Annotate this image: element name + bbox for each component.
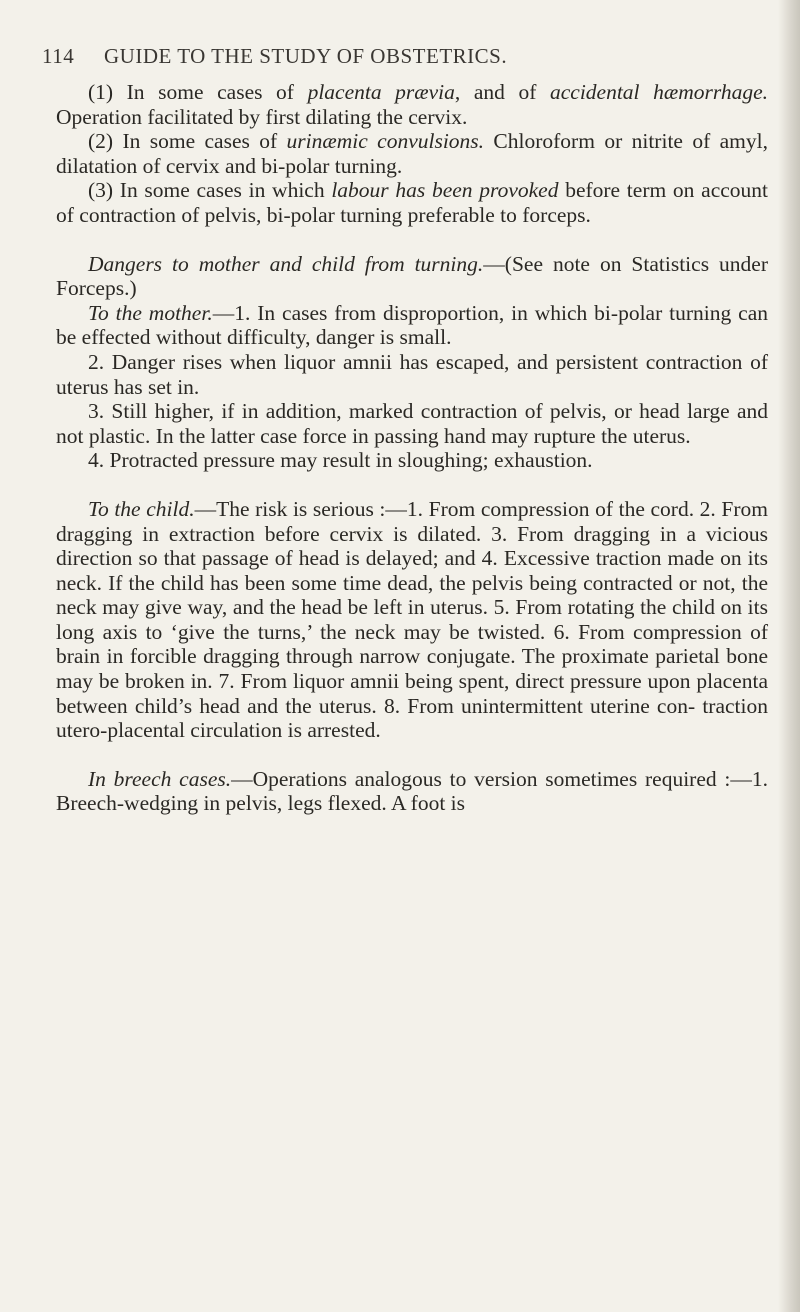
paragraph-p8 — [56, 448, 768, 473]
text-run: 3. Still higher, if in addition, marked contraction of pelvis, or head large and not plastic. In the latter case force in passing hand may rupture the uterus. — [56, 399, 768, 448]
italic-text: To the mother. — [88, 300, 213, 325]
text-run: Operation facilitated by first dilating the cervix. — [56, 104, 468, 129]
paragraph-p9 — [56, 497, 768, 743]
text-run: —1. In cases from disproportion, in which bi-polar turning can be effected without difficulty, danger is small. — [56, 300, 768, 350]
italic-text: accidental hæmorrhage. — [549, 80, 768, 104]
body-text — [56, 80, 768, 816]
italic-text: urinæmic convulsions. — [286, 129, 485, 154]
text-run: , and of — [454, 80, 550, 104]
italic-text: In breech cases. — [88, 766, 232, 791]
running-head — [42, 44, 768, 80]
paragraph-gap — [56, 473, 768, 497]
page-edge-shadow — [778, 0, 800, 1312]
text-run: —The risk is serious :—1. From compression of the cord. 2. From dragging in extraction before cervix is dilated. 3. From dragging in a vicious direction so that passage of head is delayed; and 4. Excessive traction made on its neck. If the child has been some time dead, the pelvis being contracted or not, the neck may give way, and the head be left in uterus. 5. From rotating the child on its long axis to ‘give the turns,’ the neck may be twisted. 6. From compression of brain in forcible dragging through narrow conjugate. The proximate parietal bone may be broken in. 7. From liquor amnii being spent, direct pressure upon placenta between child’s head and the uterus. 8. From unintermittent uterine con- traction utero-placental circulation is arrested. — [56, 496, 768, 743]
paragraph-p10 — [56, 767, 768, 816]
paragraph-p5 — [56, 301, 768, 350]
text-run: (2) In some cases of — [88, 129, 287, 154]
italic-text: labour has been provoked — [331, 178, 559, 203]
italic-text: To the child. — [88, 496, 195, 521]
italic-text: Dangers to mother and child from turning. — [88, 251, 484, 276]
text-run: (3) In some cases in which — [88, 178, 332, 203]
text-run: 2. Danger rises when liquor amnii has escaped, and persistent contraction of uterus has set in. — [56, 349, 768, 399]
paragraph-p6 — [56, 350, 768, 399]
running-title: GUIDE TO THE STUDY OF OBSTETRICS. — [104, 44, 508, 68]
paragraph-gap — [56, 743, 768, 767]
paragraph-gap — [56, 228, 768, 252]
italic-text: placenta prævia — [307, 80, 455, 104]
text-run: —(See note on Statistics under Forceps.) — [56, 251, 768, 301]
text-run: —Operations analogous to version sometimes required :—1. Breech-wedging in pelvis, legs flexed. A foot is — [56, 766, 768, 816]
text-run: 4. Protracted pressure may result in sloughing; exhaustion. — [88, 448, 593, 473]
page-number: 114 — [42, 44, 75, 68]
paragraph-p1 — [56, 80, 768, 129]
text-run: Chloroform or nitrite of amyl, dilatation of cervix and bi-polar turning. — [56, 129, 768, 178]
paragraph-p4 — [56, 252, 768, 301]
text-run: (1) In some cases of — [88, 80, 308, 104]
paragraph-p7 — [56, 399, 768, 448]
text-run: before term on account of contraction of pelvis, bi-polar turning preferable to forceps. — [56, 178, 768, 227]
book-page — [42, 44, 768, 816]
paragraph-p3 — [56, 178, 768, 227]
paragraph-p2 — [56, 129, 768, 178]
